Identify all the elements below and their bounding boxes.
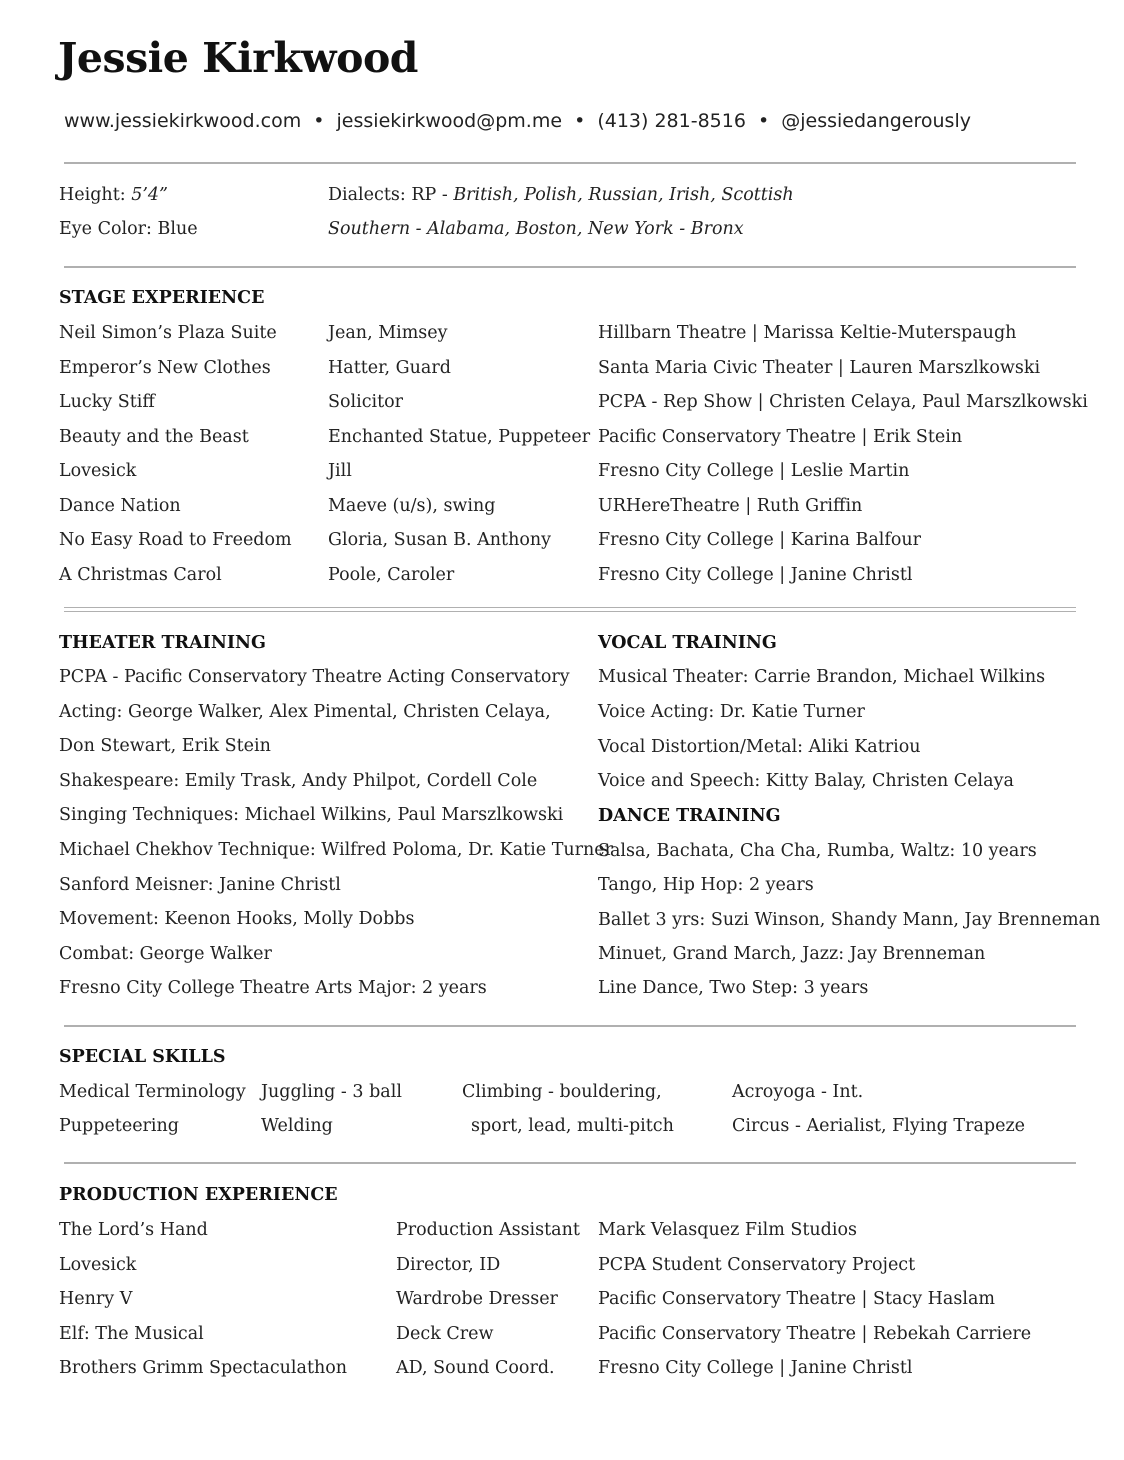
stage-experience-heading: STAGE EXPERIENCE [59, 288, 265, 308]
special-skills-heading: SPECIAL SKILLS [59, 1047, 226, 1067]
contact-separator: • [574, 110, 586, 132]
stage-venue-director: Pacific Conservatory Theatre | Erik Stein [598, 426, 963, 447]
stage-show-title: Dance Nation [59, 495, 181, 516]
theater-training-item: Movement: Keenon Hooks, Molly Dobbs [59, 909, 415, 930]
production-role: AD, Sound Coord. [396, 1358, 555, 1378]
stage-venue-director: Fresno City College | Leslie Martin [598, 461, 910, 481]
production-show-title: The Lord’s Hand [59, 1220, 208, 1240]
resume-name: Jessie Kirkwood [58, 34, 418, 82]
stage-role: Jill [328, 461, 352, 481]
dialects-line-2 [328, 219, 744, 239]
production-venue-director: PCPA Student Conservatory Project [598, 1254, 916, 1275]
stage-venue-director: Fresno City College | Janine Christl [598, 564, 913, 585]
theater-training-item: Shakespeare: Emily Trask, Andy Philpot, Cordell Cole [59, 770, 538, 791]
stage-show-title: Beauty and the Beast [59, 426, 249, 447]
theater-training-item: Singing Techniques: Michael Wilkins, Paul Marszlkowski [59, 805, 564, 826]
theater-training-item: Sanford Meisner: Janine Christl [59, 874, 341, 895]
double-divider [64, 607, 1076, 608]
dialects-list-2: Alabama, Boston, New York - Bronx [427, 219, 744, 239]
eye-stat [59, 219, 198, 239]
dance-training-heading: DANCE TRAINING [598, 806, 781, 826]
stage-show-title: Lucky Stiff [59, 392, 155, 412]
stage-venue-director: URHereTheatre | Ruth Griffin [598, 495, 863, 516]
production-show-title: Lovesick [59, 1254, 137, 1275]
contact-line [64, 110, 971, 132]
vocal-training-item: Voice Acting: Dr. Katie Turner [598, 701, 865, 722]
stage-show-title: Emperor’s New Clothes [59, 357, 271, 378]
theater-training-item: Fresno City College Theatre Arts Major: 2 years [59, 978, 487, 999]
stage-show-title: A Christmas Carol [59, 564, 222, 585]
production-venue-director: Pacific Conservatory Theatre | Stacy Haslam [598, 1289, 995, 1309]
email-link[interactable]: jessiekirkwood@pm.me [336, 110, 563, 132]
production-experience-heading: PRODUCTION EXPERIENCE [59, 1185, 338, 1205]
height-label: Height: [59, 185, 126, 205]
dialects-line-1 [328, 185, 794, 205]
production-show-title: Elf: The Musical [59, 1323, 204, 1344]
stage-role: Hatter, Guard [328, 357, 451, 378]
dance-training-item: Ballet 3 yrs: Suzi Winson, Shandy Mann, Jay Brenneman [598, 909, 1101, 930]
production-role: Production Assistant [396, 1220, 580, 1240]
stage-venue-director: Hillbarn Theatre | Marissa Keltie-Muterspaugh [598, 323, 1017, 343]
production-venue-director: Mark Velasquez Film Studios [598, 1220, 857, 1240]
eye-label: Eye Color: [59, 219, 152, 239]
production-role: Wardrobe Dresser [396, 1289, 558, 1309]
theater-training-item: Michael Chekhov Technique: Wilfred Poloma, Dr. Katie Turner [59, 840, 613, 860]
divider [64, 266, 1076, 268]
divider [64, 1162, 1076, 1164]
vocal-training-item: Musical Theater: Carrie Brandon, Michael Wilkins [598, 667, 1046, 687]
divider [64, 1025, 1076, 1027]
stage-show-title: Lovesick [59, 461, 137, 481]
theater-training-item: Combat: George Walker [59, 943, 272, 964]
vocal-training-heading: VOCAL TRAINING [598, 633, 777, 653]
vocal-training-item: Voice and Speech: Kitty Balay, Christen Celaya [598, 771, 1014, 792]
special-skill-item: Climbing - bouldering, [462, 1082, 662, 1102]
production-show-title: Henry V [59, 1289, 133, 1309]
production-role: Deck Crew [396, 1323, 494, 1344]
production-show-title: Brothers Grimm Spectaculathon [59, 1358, 348, 1378]
dance-training-item: Salsa, Bachata, Cha Cha, Rumba, Waltz: 10 years [598, 841, 1037, 861]
theater-training-item: PCPA - Pacific Conservatory Theatre Acting Conservatory [59, 667, 570, 687]
contact-separator: • [313, 110, 325, 132]
stage-venue-director: PCPA - Rep Show | Christen Celaya, Paul Marszlkowski [598, 392, 1088, 412]
height-stat [59, 185, 168, 205]
stage-role: Jean, Mimsey [328, 323, 448, 343]
production-venue-director: Pacific Conservatory Theatre | Rebekah Carriere [598, 1323, 1032, 1344]
stage-show-title: No Easy Road to Freedom [59, 530, 292, 550]
special-skill-item: Puppeteering [59, 1116, 179, 1136]
dialects-list-1: British, Polish, Russian, Irish, Scottish [453, 185, 794, 205]
special-skill-item: Welding [261, 1116, 333, 1136]
dialects-label: Dialects: [328, 185, 406, 205]
stage-role: Enchanted Statue, Puppeteer [328, 426, 591, 447]
stage-role: Gloria, Susan B. Anthony [328, 530, 552, 550]
height-value: 5’4” [131, 185, 168, 205]
social-handle: @jessiedangerously [781, 110, 971, 132]
dance-training-item: Line Dance, Two Step: 3 years [598, 978, 869, 999]
special-skill-item: sport, lead, multi-pitch [471, 1116, 674, 1136]
stage-venue-director: Fresno City College | Karina Balfour [598, 530, 922, 550]
vocal-training-item: Vocal Distortion/Metal: Aliki Katriou [598, 736, 921, 757]
dialects-line2-prefix: Southern - [328, 219, 428, 239]
dance-training-item: Tango, Hip Hop: 2 years [598, 875, 814, 896]
eye-value: Blue [157, 219, 198, 239]
special-skill-item: Circus - Aerialist, Flying Trapeze [732, 1116, 1026, 1136]
special-skill-item: Acroyoga - Int. [732, 1082, 864, 1102]
contact-separator: • [758, 110, 770, 132]
theater-training-heading: THEATER TRAINING [59, 633, 266, 653]
dialects-prefix: RP - [411, 185, 454, 205]
phone-number: (413) 281-8516 [597, 110, 746, 132]
special-skill-item: Juggling - 3 ball [261, 1082, 402, 1102]
stage-role: Poole, Caroler [328, 564, 455, 585]
special-skill-item: Medical Terminology [59, 1082, 246, 1102]
dance-training-item: Minuet, Grand March, Jazz: Jay Brenneman [598, 943, 986, 964]
stage-venue-director: Santa Maria Civic Theater | Lauren Marszlkowski [598, 357, 1041, 378]
production-venue-director: Fresno City College | Janine Christl [598, 1358, 913, 1378]
website-link[interactable]: www.jessiekirkwood.com [64, 110, 302, 132]
theater-training-item: Acting: George Walker, Alex Pimental, Christen Celaya, [59, 701, 551, 722]
production-role: Director, ID [396, 1254, 501, 1275]
stage-role: Maeve (u/s), swing [328, 495, 496, 516]
divider [64, 162, 1076, 164]
stage-show-title: Neil Simon’s Plaza Suite [59, 323, 277, 343]
theater-training-item: Don Stewart, Erik Stein [59, 736, 271, 757]
stage-role: Solicitor [328, 392, 404, 412]
